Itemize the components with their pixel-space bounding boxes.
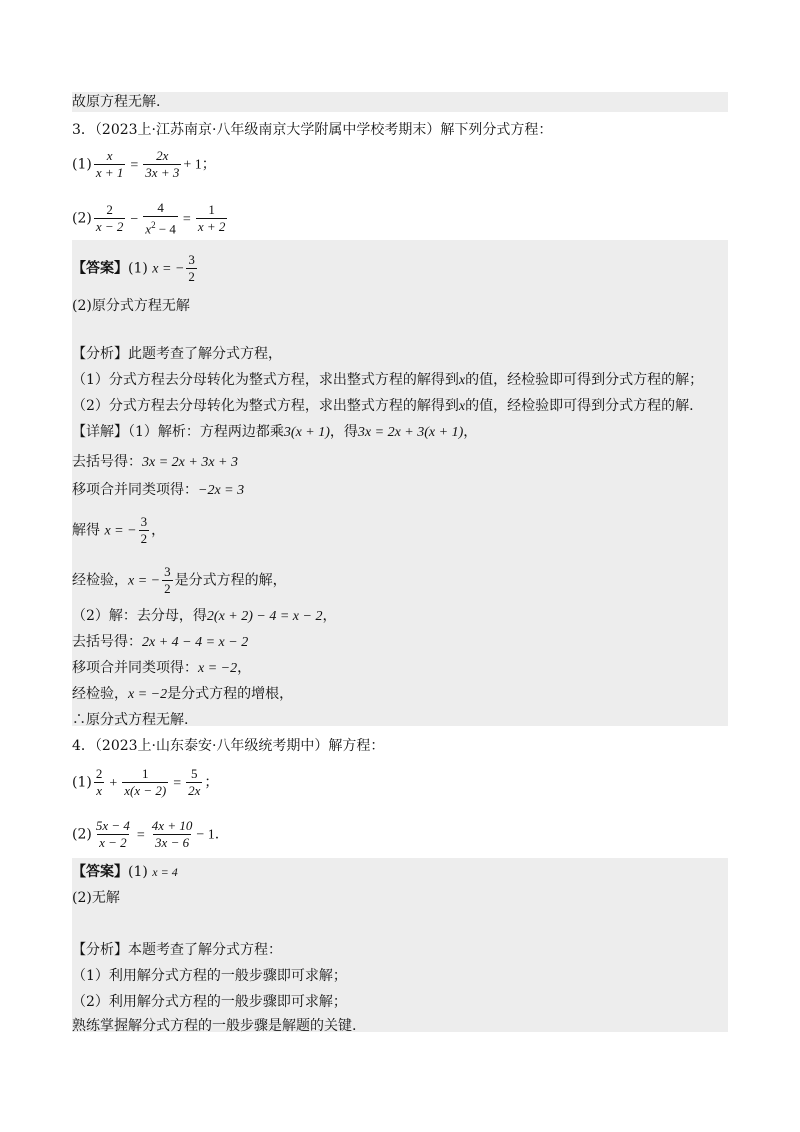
q4-analysis-2: （2）利用解分式方程的一般步骤即可求解； xyxy=(72,994,347,1010)
fraction: $\frac{4}{x^2 - 4}$ xyxy=(145,200,176,237)
q3-part2: (2) $\frac{2}{x - 2}$ − $\frac{4}{x^2 - 4}$ = $\frac{1}{x + 2}$ xyxy=(72,200,226,237)
q3-step-1: 去括号得：3x = 2x + 3x + 3 xyxy=(72,454,238,470)
text-line: 故原方程无解. xyxy=(72,94,161,110)
q4-analysis-1: （1）利用解分式方程的一般步骤即可求解； xyxy=(72,968,347,984)
q4-analysis-3: 熟练掌握解分式方程的一般步骤是解题的关键. xyxy=(72,1018,357,1034)
q3-analysis-1: （1）分式方程去分母转化为整式方程，求出整式方程的解得到x的值，经检验即可得到分式方程的解； xyxy=(72,372,704,388)
q3-step-6: 去括号得：2x + 4 − 4 = x − 2 xyxy=(72,634,249,650)
q3-analysis: 【分析】此题考查了解分式方程， xyxy=(72,346,282,362)
q4-answer-part2: (2)无解 xyxy=(72,890,120,906)
q3-answer-part2: (2)原分式方程无解 xyxy=(72,298,190,314)
q4-analysis: 【分析】本题考查了解分式方程： xyxy=(72,942,282,958)
fraction: $\frac{2}{x - 2}$ xyxy=(95,202,124,235)
q3-step-8: 经检验，x = −2是分式方程的增根， xyxy=(72,686,294,702)
q3-step-7: 移项合并同类项得：x = −2， xyxy=(72,660,252,676)
fraction: $\frac{2x}{3x + 3}$ xyxy=(145,148,180,180)
q3-answer: 【答案】(1) x = − $\frac{3}{2}$ xyxy=(72,252,195,284)
q3-step-9: ∴原分式方程无解. xyxy=(72,712,189,728)
fraction: $\frac{1}{x + 2}$ xyxy=(197,202,226,235)
q3-step-4: 经检验，x = − $\frac{3}{2}$ 是分式方程的解， xyxy=(72,564,287,596)
q3-step-2: 移项合并同类项得：−2x = 3 xyxy=(72,482,245,498)
q4-part1: (1) $\frac{2}{x}$ + $\frac{1}{x(x - 2)}$ = $\frac{5}{2x}$ ； xyxy=(72,766,219,798)
q3-part1: (1) $\frac{x}{x + 1}$ = $\frac{2x}{3x + 3}$ + 1； xyxy=(72,148,216,180)
label: (1) xyxy=(72,156,92,173)
q3-analysis-2: （2）分式方程去分母转化为整式方程，求出整式方程的解得到x的值，经检验即可得到分式方程的解. xyxy=(72,398,694,414)
q3-step-5: （2）解：去分母，得2(x + 2) − 4 = x − 2， xyxy=(72,608,337,624)
q4-part2: (2) $\frac{5x - 4}{x - 2}$ = $\frac{4x + 10}{3x - 6}$ − 1. xyxy=(72,818,220,850)
q3-step-3: 解得 x = − $\frac{3}{2}$ ， xyxy=(72,514,166,546)
question-4-header: 4．（2023上·山东泰安·八年级统考期中）解方程： xyxy=(72,738,385,754)
shade-top xyxy=(72,92,728,112)
q4-answer: 【答案】(1) x = 4 xyxy=(72,864,178,880)
question-3-header: 3．（2023上·江苏南京·八年级南京大学附属中学校考期末）解下列分式方程： xyxy=(72,122,553,138)
q3-detail: 【详解】（1）解析：方程两边都乘3(x + 1)，得3x = 2x + 3(x + 1)， xyxy=(72,424,478,440)
fraction: $\frac{x}{x + 1}$ xyxy=(95,148,124,180)
